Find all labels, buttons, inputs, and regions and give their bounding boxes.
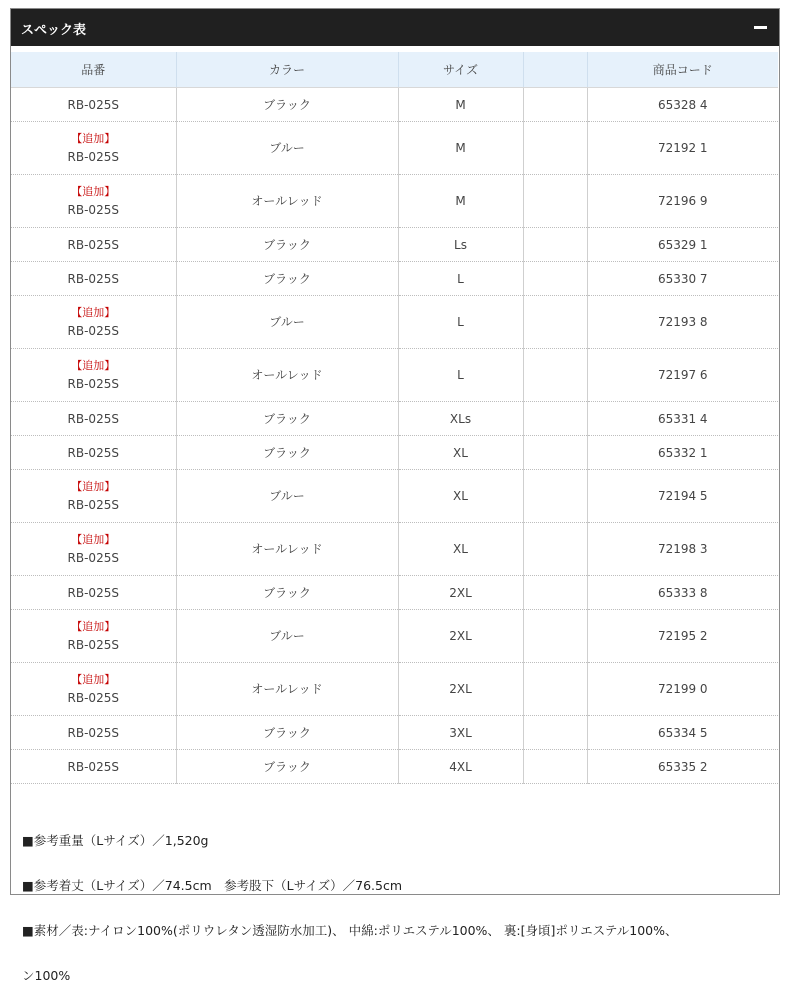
added-tag: 【追加】 [71,620,116,633]
item-code-text: RB-025S [67,638,119,652]
cell-color: ブルー [176,470,398,523]
cell-item-code [11,296,176,349]
item-code-text: RB-025S [67,498,119,512]
cell-size: XL [398,436,523,470]
spec-notes [22,803,767,998]
cell-item-code [11,122,176,175]
added-tag: 【追加】 [71,480,116,493]
table-header-row [11,52,778,88]
panel-title: スペック表 [21,23,87,38]
cell-color: ブラック [176,716,398,750]
cell-product-code: 65331 4 [587,402,778,436]
cell-item-code [11,402,176,436]
panel-header [11,9,779,46]
table-row [11,663,778,716]
cell-blank [523,262,587,296]
column-header-color: カラー [176,52,398,88]
added-tag: 【追加】 [71,359,116,372]
cell-color: ブラック [176,436,398,470]
table-row [11,436,778,470]
cell-item-code [11,523,176,576]
cell-item-code [11,716,176,750]
note-length: ■参考着丈（Lサイズ）／74.5cm 参考股下（Lサイズ）／76.5cm [22,878,403,893]
cell-blank [523,296,587,349]
cell-product-code: 65330 7 [587,262,778,296]
table-row [11,523,778,576]
cell-blank [523,175,587,228]
note-weight: ■参考重量（Lサイズ）／1,520g [22,833,209,848]
cell-color: ブルー [176,296,398,349]
cell-size: L [398,296,523,349]
table-row [11,576,778,610]
item-code-text: RB-025S [67,551,119,565]
cell-product-code: 72195 2 [587,610,778,663]
column-header-size: サイズ [398,52,523,88]
cell-item-code [11,610,176,663]
cell-blank [523,716,587,750]
cell-color: ブラック [176,262,398,296]
table-row [11,296,778,349]
cell-item-code [11,750,176,784]
item-code-text: RB-025S [67,203,119,217]
cell-blank [523,349,587,402]
cell-blank [523,610,587,663]
cell-item-code [11,175,176,228]
table-row [11,262,778,296]
cell-product-code: 72193 8 [587,296,778,349]
cell-blank [523,750,587,784]
cell-product-code: 65329 1 [587,228,778,262]
cell-blank [523,470,587,523]
cell-color: ブラック [176,228,398,262]
item-code-text: RB-025S [67,411,119,426]
cell-product-code: 65333 8 [587,576,778,610]
cell-size: M [398,122,523,175]
added-tag: 【追加】 [71,306,116,319]
cell-product-code: 65328 4 [587,88,778,122]
cell-color: ブラック [176,576,398,610]
cell-blank [523,122,587,175]
collapse-icon[interactable] [754,26,767,29]
column-header-item-code: 品番 [11,52,176,88]
cell-product-code: 65335 2 [587,750,778,784]
table-row [11,88,778,122]
cell-product-code: 72197 6 [587,349,778,402]
column-header-product-code: 商品コード [587,52,778,88]
cell-size: 3XL [398,716,523,750]
cell-product-code: 72196 9 [587,175,778,228]
cell-item-code [11,88,176,122]
item-code-text: RB-025S [67,271,119,286]
cell-size: Ls [398,228,523,262]
table-row [11,610,778,663]
cell-size: XL [398,523,523,576]
cell-size: M [398,88,523,122]
item-code-text: RB-025S [67,759,119,774]
added-tag: 【追加】 [71,132,116,145]
cell-product-code: 72199 0 [587,663,778,716]
item-code-text: RB-025S [67,150,119,164]
cell-blank [523,402,587,436]
cell-size: 4XL [398,750,523,784]
item-code-text: RB-025S [67,377,119,391]
cell-item-code [11,470,176,523]
cell-product-code: 72194 5 [587,470,778,523]
added-tag: 【追加】 [71,185,116,198]
cell-color: ブルー [176,610,398,663]
table-row [11,402,778,436]
cell-size: 2XL [398,663,523,716]
cell-size: XLs [398,402,523,436]
cell-color: オールレッド [176,523,398,576]
cell-item-code [11,436,176,470]
added-tag: 【追加】 [71,533,116,546]
cell-size: M [398,175,523,228]
cell-size: 2XL [398,576,523,610]
cell-item-code [11,663,176,716]
cell-color: オールレッド [176,175,398,228]
cell-blank [523,663,587,716]
cell-item-code [11,349,176,402]
note-material: ■素材／表:ナイロン100%(ポリウレタン透湿防水加工)、 中綿:ポリエステル100%、 裏:[身頃]ポリエステル100%、 [22,923,678,938]
cell-item-code [11,576,176,610]
cell-color: ブラック [176,88,398,122]
table-row [11,122,778,175]
cell-color: オールレッド [176,663,398,716]
cell-size: L [398,349,523,402]
note-material-cont: ン100% [22,968,71,983]
spec-table [11,52,778,784]
cell-size: XL [398,470,523,523]
item-code-text: RB-025S [67,585,119,600]
cell-color: ブルー [176,122,398,175]
item-code-text: RB-025S [67,725,119,740]
cell-color: オールレッド [176,349,398,402]
item-code-text: RB-025S [67,445,119,460]
cell-product-code: 65332 1 [587,436,778,470]
cell-product-code: 72198 3 [587,523,778,576]
cell-blank [523,228,587,262]
table-row [11,175,778,228]
cell-item-code [11,262,176,296]
item-code-text: RB-025S [67,691,119,705]
cell-item-code [11,228,176,262]
table-row [11,470,778,523]
cell-size: L [398,262,523,296]
cell-blank [523,436,587,470]
table-row [11,716,778,750]
table-row [11,228,778,262]
cell-blank [523,576,587,610]
cell-product-code: 72192 1 [587,122,778,175]
added-tag: 【追加】 [71,673,116,686]
column-header-blank [523,52,587,88]
cell-product-code: 65334 5 [587,716,778,750]
item-code-text: RB-025S [67,97,119,112]
item-code-text: RB-025S [67,237,119,252]
table-row [11,750,778,784]
cell-blank [523,523,587,576]
cell-color: ブラック [176,750,398,784]
cell-size: 2XL [398,610,523,663]
cell-color: ブラック [176,402,398,436]
item-code-text: RB-025S [67,324,119,338]
cell-blank [523,88,587,122]
table-row [11,349,778,402]
